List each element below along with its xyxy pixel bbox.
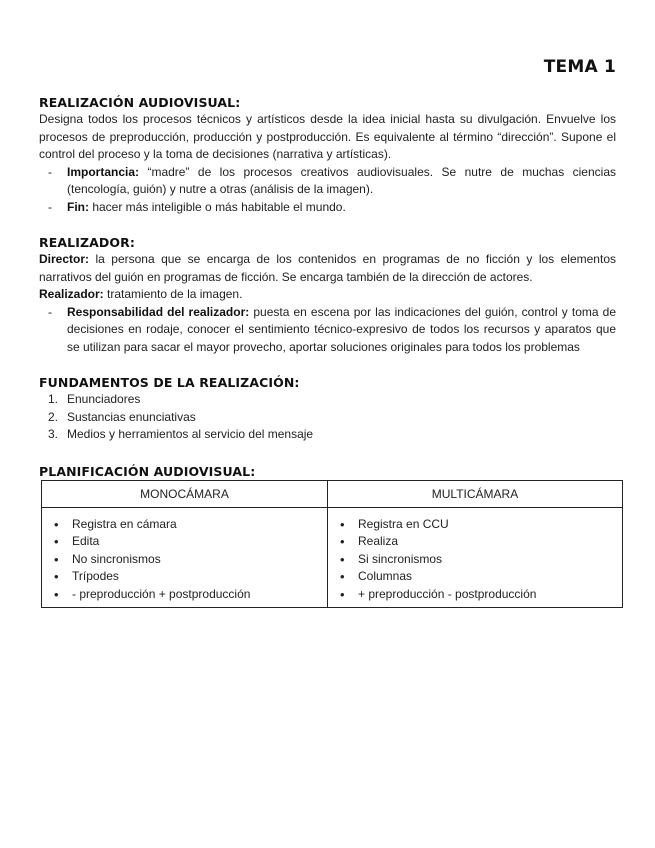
item-text: “madre” de los procesos creativos audiovisuales. Se nutre de muchas ciencias (tencología, guión) y nutre a otras (análisis de la imagen). <box>67 164 616 196</box>
bullet-list <box>52 516 317 604</box>
section-heading: PLANIFICACIÓN AUDIOVISUAL: <box>39 463 256 479</box>
list-item <box>39 304 616 357</box>
item-number: 2. <box>48 409 59 424</box>
section-realizacion-audiovisual <box>39 94 616 216</box>
paragraph-realizador <box>39 286 616 304</box>
list-item <box>39 199 616 217</box>
section-fundamentos <box>39 374 616 444</box>
document-title: TEMA 1 <box>543 57 616 77</box>
director-label: Director: <box>39 252 90 266</box>
bullet-list <box>338 516 612 604</box>
section-realizador <box>39 234 616 356</box>
dash-list <box>39 304 616 357</box>
comparison-table <box>41 480 623 609</box>
section-heading: FUNDAMENTOS DE LA REALIZACIÓN: <box>39 375 300 390</box>
item-text: hacer más inteligible o más habitable el mundo. <box>89 199 346 214</box>
table-cell-monocamara <box>42 507 328 608</box>
list-item: • + preproducción - postproducción <box>338 586 612 604</box>
item-label: Fin: <box>67 199 89 214</box>
list-item: • Trípodes <box>52 568 317 586</box>
numbered-list <box>39 391 616 444</box>
table-row <box>42 507 623 608</box>
list-item: • Edita <box>52 533 317 551</box>
table-header-row <box>42 480 623 507</box>
list-item: • Columnas <box>338 568 612 586</box>
list-item: • Registra en cámara <box>52 516 317 534</box>
list-item <box>39 391 616 409</box>
list-item: • Registra en CCU <box>338 516 612 534</box>
realizador-text: tratamiento de la imagen. <box>103 287 243 301</box>
list-item: • Si sincronismos <box>338 551 612 569</box>
list-item: • No sincronismos <box>52 551 317 569</box>
column-header-monocamara: MONOCÁMARA <box>42 480 328 507</box>
item-number: 1. <box>48 392 59 406</box>
dash-list <box>39 164 616 217</box>
table-cell-multicamara <box>328 507 623 608</box>
section-planificacion <box>39 463 616 609</box>
list-item: • Realiza <box>338 533 612 551</box>
item-label: Responsabilidad del realizador: <box>67 304 250 319</box>
director-text: la persona que se encarga de los contenidos en programas de no ficción y los elementos narrativos del guión en programas de ficción. Se encarga también de la dirección de actores. <box>39 252 616 284</box>
paragraph: Designa todos los procesos técnicos y artísticos desde la idea inicial hasta su divulgación. Envuelve los procesos de preproducción, producción y postproducción. Es equivalente al término “dirección”. Supone el control del proceso y la toma de decisiones (narrativa y artísticas). <box>39 112 616 161</box>
item-text: Sustancias enunciativas <box>67 409 196 424</box>
document-page <box>39 56 616 608</box>
item-label: Importancia: <box>67 164 140 179</box>
column-header-multicamara: MULTICÁMARA <box>328 480 623 507</box>
list-item <box>39 164 616 199</box>
realizador-label: Realizador: <box>39 287 104 301</box>
paragraph-director <box>39 251 616 286</box>
list-item: • - preproducción + postproducción <box>52 586 317 604</box>
item-text: Medios y herramientos al servicio del mensaje <box>67 427 314 441</box>
item-text: Enunciadores <box>67 392 141 406</box>
item-number: 3. <box>48 427 59 441</box>
list-item <box>39 426 616 444</box>
list-item <box>39 409 616 427</box>
section-heading: REALIZACIÓN AUDIOVISUAL: <box>39 95 241 110</box>
section-heading: REALIZADOR: <box>39 235 135 250</box>
item-text: puesta en escena por las indicaciones del guión, control y toma de decisiones en rodaje, conocer el sentimiento técnico-expresivo de todos los recursos y aparatos que se utilizan para sacar el mayor provecho, aportar soluciones originales para todos los problemas <box>67 304 616 354</box>
